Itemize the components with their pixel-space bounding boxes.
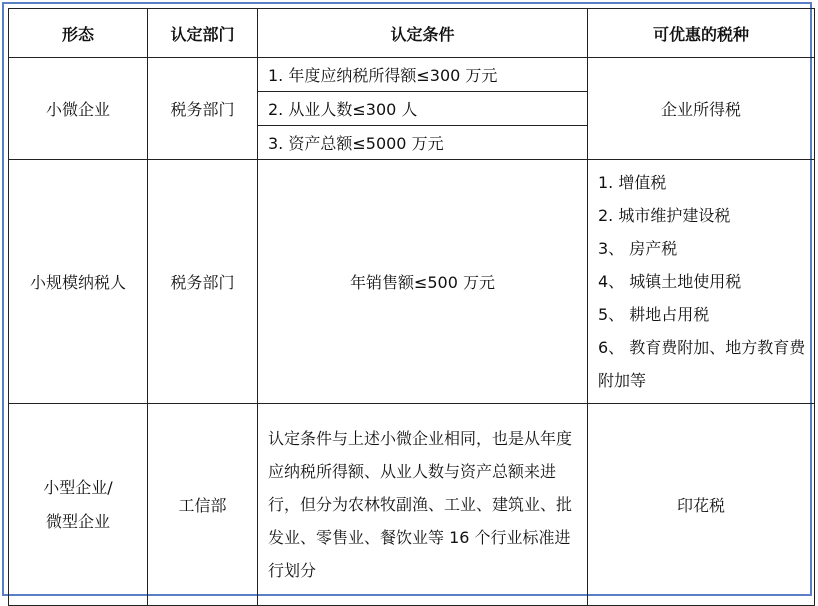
list-item: 3、 房产税: [598, 239, 678, 258]
list-item: 2. 城市维护建设税: [598, 206, 731, 225]
row2-condition: 年销售额≤500 万元: [258, 160, 588, 404]
row2-form: 小规模纳税人: [9, 160, 148, 404]
list-item: 5、 耕地占用税: [598, 305, 710, 324]
row2-tax-list: [588, 160, 815, 404]
list-item: 4、 城镇土地使用税: [598, 272, 742, 291]
header-row: [9, 9, 815, 58]
row3-dept: 工信部: [148, 404, 258, 606]
row3-form: [9, 404, 148, 606]
header-dept: 认定部门: [148, 9, 258, 58]
header-form: 形态: [9, 9, 148, 58]
header-condition: 认定条件: [258, 9, 588, 58]
row2-dept: 税务部门: [148, 160, 258, 404]
row1-condition-3: 3. 资产总额≤5000 万元: [258, 126, 588, 160]
row1-tax: 企业所得税: [588, 58, 815, 160]
tax-policy-table: [8, 8, 815, 606]
table-row: [9, 160, 815, 404]
row1-dept: 税务部门: [148, 58, 258, 160]
row3-form-line-1: 小型企业/: [43, 477, 113, 497]
row3-tax: 印花税: [588, 404, 815, 606]
table-container: [8, 8, 814, 595]
header-tax: 可优惠的税种: [588, 9, 815, 58]
row1-form: 小微企业: [9, 58, 148, 160]
list-item: 1. 增值税: [598, 173, 667, 192]
row3-condition: 认定条件与上述小微企业相同，也是从年度应纳税所得额、从业人数与资产总额来进行，但分为农林牧副渔、工业、建筑业、批发业、零售业、餐饮业等 16 个行业标准进行划分: [258, 404, 588, 606]
row1-condition-1: 1. 年度应纳税所得额≤300 万元: [258, 58, 588, 92]
row1-condition-2: 2. 从业人数≤300 人: [258, 92, 588, 126]
list-item: 6、 教育费附加、地方教育费附加等: [598, 338, 806, 390]
row3-form-line-2: 微型企业: [45, 511, 110, 531]
table-row: [9, 404, 815, 606]
table-row: [9, 58, 815, 92]
